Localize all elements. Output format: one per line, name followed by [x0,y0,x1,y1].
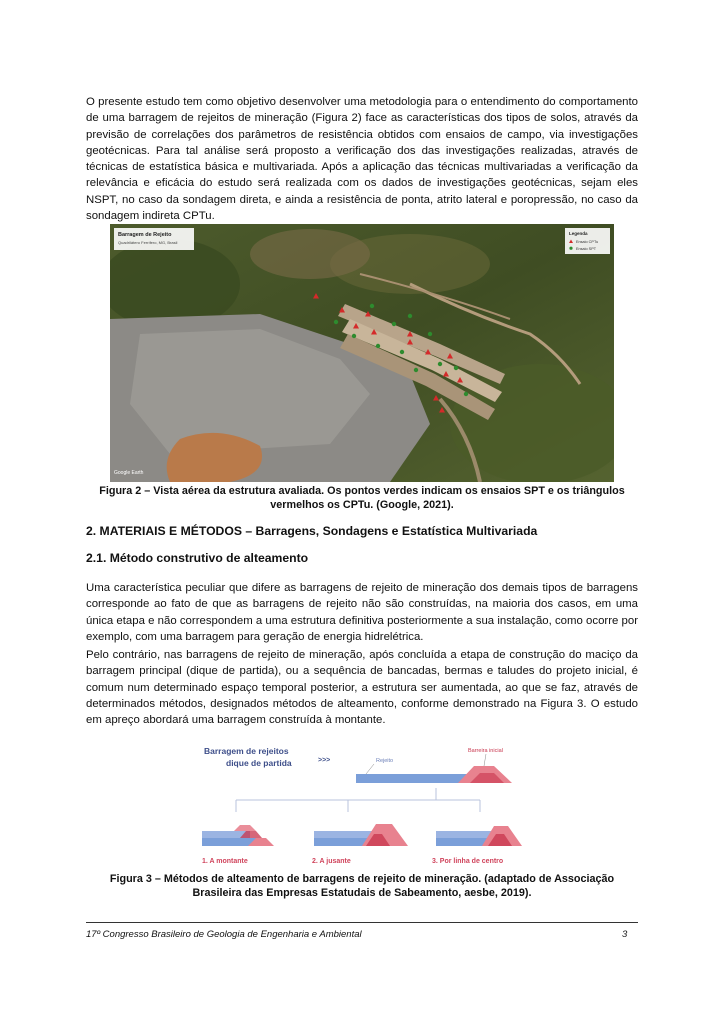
legend-label: Ensaio CPTu [576,239,599,244]
spt-marker [414,368,418,372]
aerial-view-image [110,224,614,482]
footer-conference: 17º Congresso Brasileiro de Geologia de Engenharia e Ambiental [86,929,362,940]
intro-paragraph: O presente estudo tem como objetivo desenvolver uma metodologia para o entendimento do comportamento de uma barragem de rejeitos de mineração (Figura 2) face as características dos tipos de solos, através da previsão de correlações dos parâmetros de resistência obtidos com ensaios de campo, via investigações geotécnicas. Para tal análise será proposto a verificação dos das investigações realizadas, através de técnicas de estatística básica e multivariada. Após a aplicação das técnicas multivariadas a verificação da relevância e eficácia do estudo será realizada com os dados de investigações geotécnicas, sejam eles NSPT, no caso da sondagem direta, e ainda a resistência de ponta, atrito lateral e poropressão, no caso da sondagem indireta CPTu. [86,96,638,223]
spt-marker [376,344,380,348]
spt-marker [438,362,442,366]
diagram-title-line1: Barragem de rejeitos [204,746,289,756]
spt-marker [454,366,458,370]
method-centerline-graphic [436,826,522,846]
figure-3-caption: Figura 3 – Métodos de alteamento de barragens de rejeito de mineração. (adaptado de Associação Brasileira das Empresas Estatudais de Sabeamento, aesbe, 2019). [109,873,615,899]
legend-title: Legenda [569,231,588,236]
diagram-title-line2: dique de partida [226,758,292,768]
spt-marker [428,332,432,336]
method-downstream-graphic [314,824,408,846]
spt-marker [352,334,356,338]
method-2-label: 2. A jusante [312,858,351,865]
footer-divider [86,922,638,923]
paragraph-3: Pelo contrário, nas barragens de rejeito de mineração, após concluída a etapa de construção do maciço da barragem principal (dique de partida), ou a sequência de bancadas, bermas e taludes do projeto inicial, é comum num determinado espaço temporal posterior, a estrutura ser aumentada, ao que se faz, através de determinados métodos, designados métodos de alteamento, conforme demonstrado na Figura 3. O estudo em apreço abordará uma barragem construída à montante. [86,649,638,727]
section-2-heading: 2. MATERIAIS E MÉTODOS – Barragens, Sondagens e Estatística Multivariada [86,524,538,538]
method-upstream-graphic [202,825,274,846]
google-earth-watermark: Google Earth [114,470,144,476]
paragraph-2: Uma característica peculiar que difere as barragens de rejeito de mineração dos demais tipos de barragens corresponde ao fato de que as barragens de rejeito não são construídas, na maioria dos casos, em uma única etapa e não correspondem a uma estrutura definitiva posteriormente a sua instalação, como ocorre por exemplo, com uma barragem para geração de energia hidrelétrica. [86,582,638,643]
spt-marker [392,322,396,326]
map-subtitle: Quadrilátero Ferrífero, MG, Brasil [118,240,178,245]
map-title: Barragem de Rejeito [118,232,172,238]
spt-marker [408,314,412,318]
legend-label: Ensaio SPT [576,246,597,251]
arrows-glyph: >>> [318,757,331,764]
label-rejeito: Rejeito [376,758,394,764]
page-number: 3 [622,929,628,940]
method-1-label: 1. A montante [202,858,248,865]
figure-2-caption: Figura 2 – Vista aérea da estrutura avaliada. Os pontos verdes indicam os ensaios SPT e os triângulos vermelhos os CPTu. (Google, 2021). [99,485,625,511]
initial-tailings [356,774,476,783]
method-3-label: 3. Por linha de centro [432,858,504,865]
spt-marker [334,320,338,324]
legend-marker [569,247,572,250]
spt-marker [370,304,374,308]
section-2-1-heading: 2.1. Método construtivo de alteamento [86,551,309,565]
label-barreira-inicial: Barreira inicial [468,748,503,754]
spt-marker [464,392,468,396]
spt-marker [400,350,404,354]
dam-raising-diagram [196,740,532,868]
